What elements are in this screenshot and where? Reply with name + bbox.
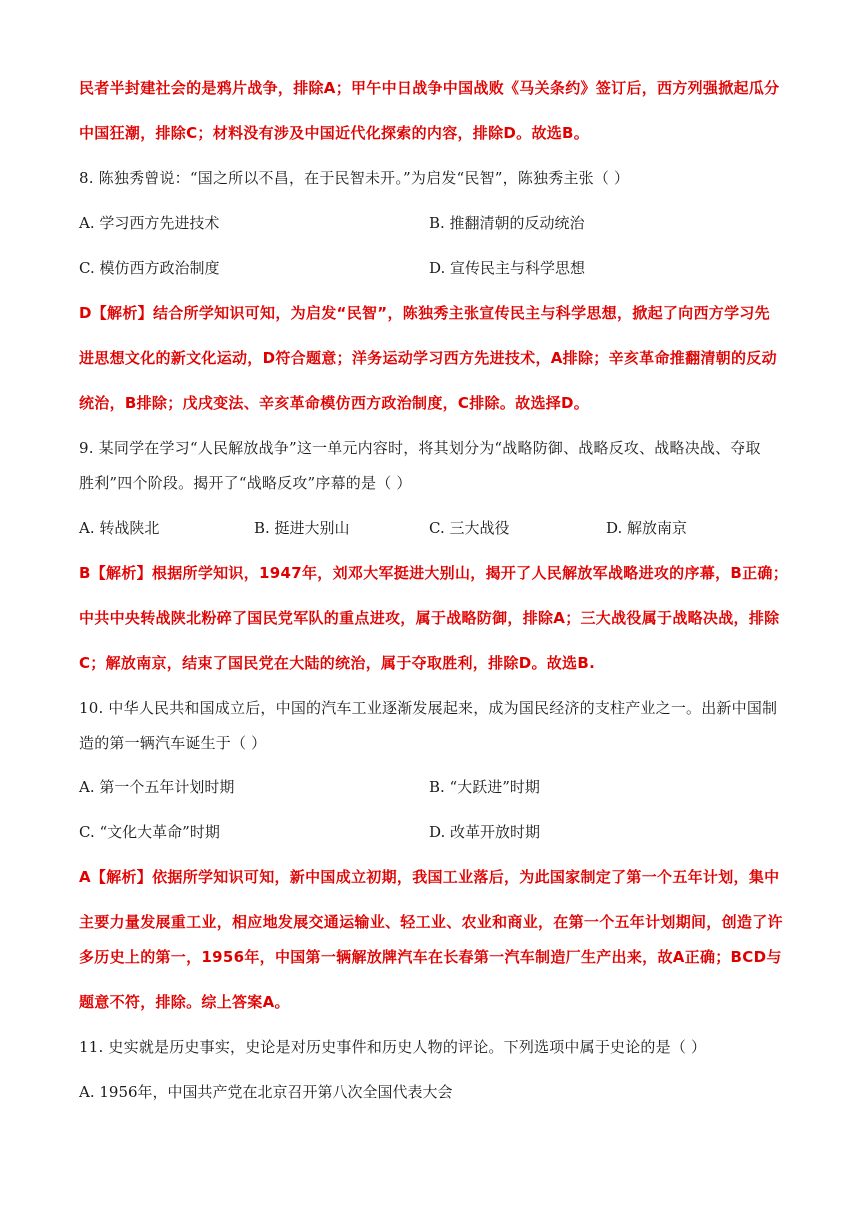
analysis-line: 中国狂潮，排除C；材料没有涉及中国近代化探索的内容，排除D。故选B。 [79,124,590,142]
q8-option-c: C. 模仿西方政治制度 [79,259,220,277]
q10-option-c: C. “文化大革命”时期 [79,823,220,841]
q8-analysis-line: D【解析】结合所学知识可知，为启发“民智”，陈独秀主张宣传民主与科学思想，掀起了向西方学习先 [79,304,770,322]
q10-option-d: D. 改革开放时期 [429,823,541,841]
q10-analysis-line: 主要力量发展重工业，相应地发展交通运输业、轻工业、农业和商业，在第一个五年计划期间，创造了许 [79,913,783,931]
q9-option-b: B. 挺进大别山 [254,519,350,537]
q11-option-a: A. 1956年，中国共产党在北京召开第八次全国代表大会 [79,1083,453,1101]
q9-option-a: A. 转战陕北 [79,519,160,537]
q10-option-a: A. 第一个五年计划时期 [79,778,235,796]
question-11-stem: 11. 史实就是历史事实，史论是对历史事件和历史人物的评论。下列选项中属于史论的是（ ） [79,1038,707,1056]
question-10-stem: 10. 中华人民共和国成立后，中国的汽车工业逐渐发展起来，成为国民经济的支柱产业之一。出新中国制 [79,699,778,717]
question-8-stem: 8. 陈独秀曾说：“国之所以不昌，在于民智未开。”为启发“民智”，陈独秀主张（ ） [79,169,630,187]
q8-analysis-line: 统治，B排除；戊戌变法、辛亥革命模仿西方政治制度，C排除。故选择D。 [79,394,590,412]
analysis-line: 民者半封建社会的是鸦片战争，排除A；甲午中日战争中国战败《马关条约》签订后，西方列强掀起瓜分 [79,79,780,97]
question-9-stem: 胜利”四个阶段。揭开了“战略反攻”序幕的是（ ） [79,474,412,492]
q9-option-c: C. 三大战役 [429,519,510,537]
q9-analysis-line: B【解析】根据所学知识，1947年，刘邓大军挺进大别山，揭开了人民解放军战略进攻的序幕，B正确； [79,564,789,582]
q10-analysis-line: 多历史上的第一，1956年，中国第一辆解放牌汽车在长春第一汽车制造厂生产出来，故A正确；BCD与 [79,948,782,966]
q8-analysis-line: 进思想文化的新文化运动，D符合题意；洋务运动学习西方先进技术，A排除；辛亥革命推翻清朝的反动 [79,349,777,367]
q10-analysis-line: A【解析】依据所学知识可知，新中国成立初期，我国工业落后，为此国家制定了第一个五年计划，集中 [79,868,780,886]
question-10-stem: 造的第一辆汽车诞生于（ ） [79,734,267,752]
q8-option-d: D. 宣传民主与科学思想 [429,259,586,277]
question-9-stem: 9. 某同学在学习“人民解放战争”这一单元内容时，将其划分为“战略防御、战略反攻、战略决战、夺取 [79,439,761,457]
q9-option-d: D. 解放南京 [606,519,688,537]
q9-analysis-line: 中共中央转战陕北粉碎了国民党军队的重点进攻，属于战略防御，排除A；三大战役属于战略决战，排除 [79,609,780,627]
q8-option-a: A. 学习西方先进技术 [79,214,220,232]
q9-analysis-line: C；解放南京，结束了国民党在大陆的统治，属于夺取胜利，排除D。故选B. [79,654,596,672]
q10-option-b: B. “大跃进”时期 [429,778,540,796]
q10-analysis-line: 题意不符，排除。综上答案A。 [79,993,290,1011]
q8-option-b: B. 推翻清朝的反动统治 [429,214,585,232]
